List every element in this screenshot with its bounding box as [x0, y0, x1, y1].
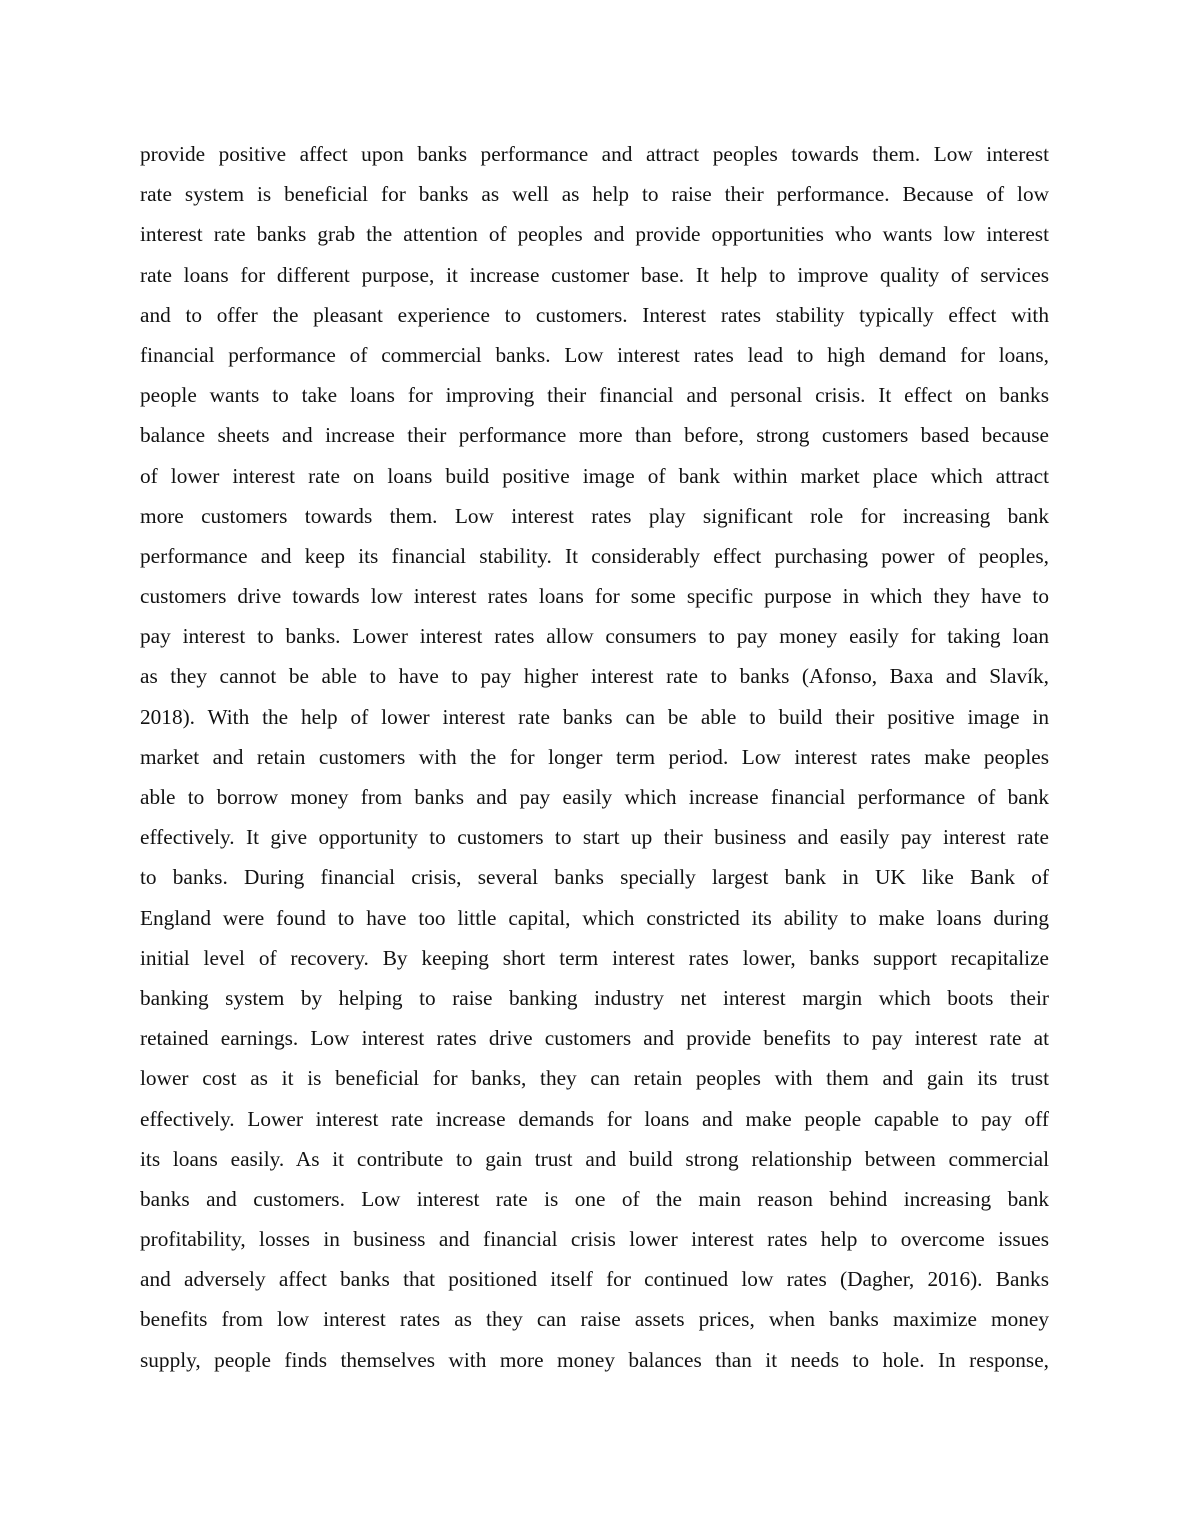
paragraph-line: of lower interest rate on loans build positive image of bank within market place which attract [140, 463, 1049, 488]
paragraph-line: pay interest to banks. Lower interest rates allow consumers to pay money easily for taking loan [140, 624, 1049, 649]
paragraph-line: more customers towards them. Low interest rates play significant role for increasing bank [140, 503, 1049, 528]
paragraph-line: customers drive towards low interest rates loans for some specific purpose in which they have to [140, 584, 1049, 609]
paragraph-line: England were found to have too little capital, which constricted its ability to make loans during [140, 905, 1049, 930]
paragraph-line: to banks. During financial crisis, several banks specially largest bank in UK like Bank of [140, 865, 1049, 890]
paragraph-line: as they cannot be able to have to pay higher interest rate to banks (Afonso, Baxa and Slavík, [140, 664, 1049, 689]
paragraph-line: initial level of recovery. By keeping short term interest rates lower, banks support recapitalize [140, 945, 1049, 970]
paragraph-line: able to borrow money from banks and pay easily which increase financial performance of bank [140, 785, 1049, 809]
paragraph-line: 2018). With the help of lower interest rate banks can be able to build their positive image in [140, 704, 1049, 729]
paragraph-line: interest rate banks grab the attention of peoples and provide opportunities who wants low interest [140, 222, 1049, 247]
body-paragraph [140, 134, 1049, 1380]
paragraph-line: its loans easily. As it contribute to gain trust and build strong relationship between commercial [140, 1146, 1049, 1171]
paragraph-line: banking system by helping to raise banking industry net interest margin which boots their [140, 985, 1049, 1010]
paragraph-line: financial performance of commercial banks. Low interest rates lead to high demand for loans, [140, 342, 1049, 367]
paragraph-line: effectively. Lower interest rate increase demands for loans and make people capable to pay off [140, 1106, 1049, 1131]
paragraph-line: balance sheets and increase their performance more than before, strong customers based because [140, 423, 1049, 448]
paragraph-line: market and retain customers with the for longer term period. Low interest rates make peoples [140, 744, 1049, 769]
paragraph-line: banks and customers. Low interest rate is one of the main reason behind increasing bank [140, 1186, 1049, 1211]
paragraph-line: and adversely affect banks that positioned itself for continued low rates (Dagher, 2016). Banks [140, 1267, 1049, 1292]
paragraph-line: provide positive affect upon banks performance and attract peoples towards them. Low interest [140, 142, 1049, 166]
paragraph-line: profitability, losses in business and financial crisis lower interest rates help to overcome issues [140, 1227, 1049, 1252]
paragraph-line: effectively. It give opportunity to customers to start up their business and easily pay interest rate [140, 825, 1049, 850]
paragraph-line: rate loans for different purpose, it increase customer base. It help to improve quality of services [140, 262, 1049, 287]
paragraph-line: supply, people finds themselves with more money balances than it needs to hole. In response, [140, 1347, 1049, 1372]
paragraph-line: rate system is beneficial for banks as well as help to raise their performance. Because of low [140, 182, 1049, 207]
paragraph-line: and to offer the pleasant experience to customers. Interest rates stability typically effect with [140, 302, 1049, 327]
paragraph-line: lower cost as it is beneficial for banks, they can retain peoples with them and gain its trust [140, 1066, 1049, 1091]
paragraph-line: people wants to take loans for improving their financial and personal crisis. It effect on banks [140, 383, 1049, 408]
paragraph-line: retained earnings. Low interest rates drive customers and provide benefits to pay interest rate at [140, 1026, 1049, 1051]
paragraph-line: benefits from low interest rates as they can raise assets prices, when banks maximize money [140, 1307, 1049, 1332]
paragraph-line: performance and keep its financial stability. It considerably effect purchasing power of peoples, [140, 543, 1049, 568]
